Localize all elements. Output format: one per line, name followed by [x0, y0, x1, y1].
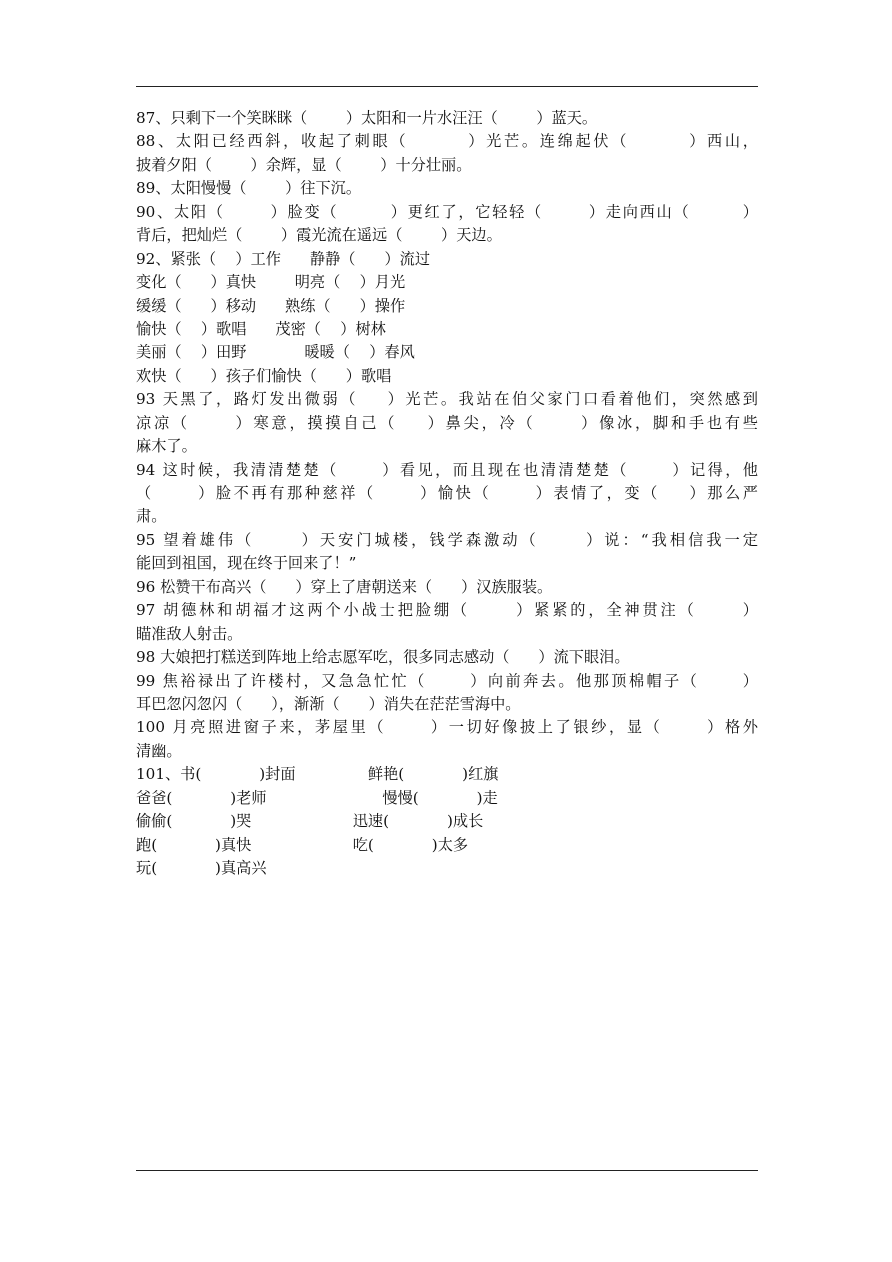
exercise-line: 100 月亮照进窗子来，茅屋里（ ）一切好像披上了银纱，显（ ）格外: [136, 718, 758, 737]
exercise-line: 肃。: [136, 507, 167, 526]
exercise-line: 爸爸( )老师 慢慢( )走: [136, 788, 498, 807]
exercise-line: 变化（ ）真快 明亮（ ）月光: [136, 273, 406, 292]
exercise-line: （ ）脸不再有那种慈祥（ ）愉快（ ）表情了，变（ ）那么严: [136, 484, 758, 502]
exercise-line: 90、太阳（ ）脸变（ ）更红了，它轻轻（ ）走向西山（ ）: [136, 202, 758, 221]
exercise-line: 87、只剩下一个笑眯眯（ ）太阳和一片水汪汪（ ）蓝天。: [136, 109, 598, 127]
exercise-line: 欢快（ ）孩子们愉快（ ）歌唱: [136, 366, 392, 385]
exercise-line: 98 大娘把打糕送到阵地上给志愿军吃，很多同志感动（ ）流下眼泪。: [136, 648, 630, 667]
exercise-line: 跑( )真快 吃( )太多: [136, 835, 469, 854]
exercise-line: 麻木了。: [136, 437, 197, 456]
exercise-line: 93 天黑了，路灯发出微弱（ ）光芒。我站在伯父家门口看着他们，突然感到: [136, 390, 758, 409]
exercise-line: 92、紧张（ ）工作 静静（ ）流过: [136, 249, 431, 268]
exercise-line: 95 望着雄伟（ ）天安门城楼，钱学森激动（ ）说：“我相信我一定: [136, 530, 758, 549]
exercise-line: 99 焦裕禄出了许楼村，又急急忙忙（ ）向前奔去。他那顶棉帽子（ ）: [136, 671, 758, 690]
footer-rule: [136, 1170, 758, 1171]
exercise-line: 凉凉（ ）寒意，摸摸自己（ ）鼻尖，冷（ ）像冰，脚和手也有些: [136, 413, 758, 432]
exercise-list: [136, 107, 758, 880]
exercise-line: 缓缓（ ）移动 熟练（ ）操作: [136, 296, 406, 315]
exercise-line: 88、太阳已经西斜，收起了刺眼（ ）光芒。连绵起伏（ ）西山，: [136, 132, 758, 151]
exercise-line: 愉快（ ）歌唱 茂密（ ）树林: [136, 319, 386, 338]
exercise-line: 美丽（ ）田野 暖暖（ ）春风: [136, 343, 415, 362]
exercise-line: 97 胡德林和胡福才这两个小战士把脸绷（ ）紧紧的，全神贯注（ ）: [136, 601, 758, 620]
exercise-line: 玩( )真高兴: [136, 859, 267, 877]
exercise-line: 偷偷( )哭 迅速( )成长: [136, 812, 484, 831]
exercise-line: 能回到祖国，现在终于回来了！”: [136, 554, 357, 573]
exercise-line: 89、太阳慢慢（ ）往下沉。: [136, 179, 362, 198]
exercise-line: 耳巴忽闪忽闪（ ），渐渐（ ）消失在茫茫雪海中。: [136, 694, 521, 713]
exercise-line: 94 这时候，我清清楚楚（ ）看见，而且现在也清清楚楚（ ）记得，他: [136, 460, 758, 479]
exercise-line: 披着夕阳（ ）余辉，显（ ）十分壮丽。: [136, 155, 472, 174]
header-rule: [136, 86, 758, 87]
exercise-line: 背后，把灿烂（ ）霞光流在遥远（ ）天边。: [136, 226, 502, 245]
exercise-line: 101、书( )封面 鲜艳( )红旗: [136, 765, 499, 784]
exercise-line: 96 松赞干布高兴（ ）穿上了唐朝送来（ ）汉族服装。: [136, 577, 553, 596]
exercise-line: 清幽。: [136, 741, 182, 760]
exercise-line: 瞄准敌人射击。: [136, 624, 243, 643]
